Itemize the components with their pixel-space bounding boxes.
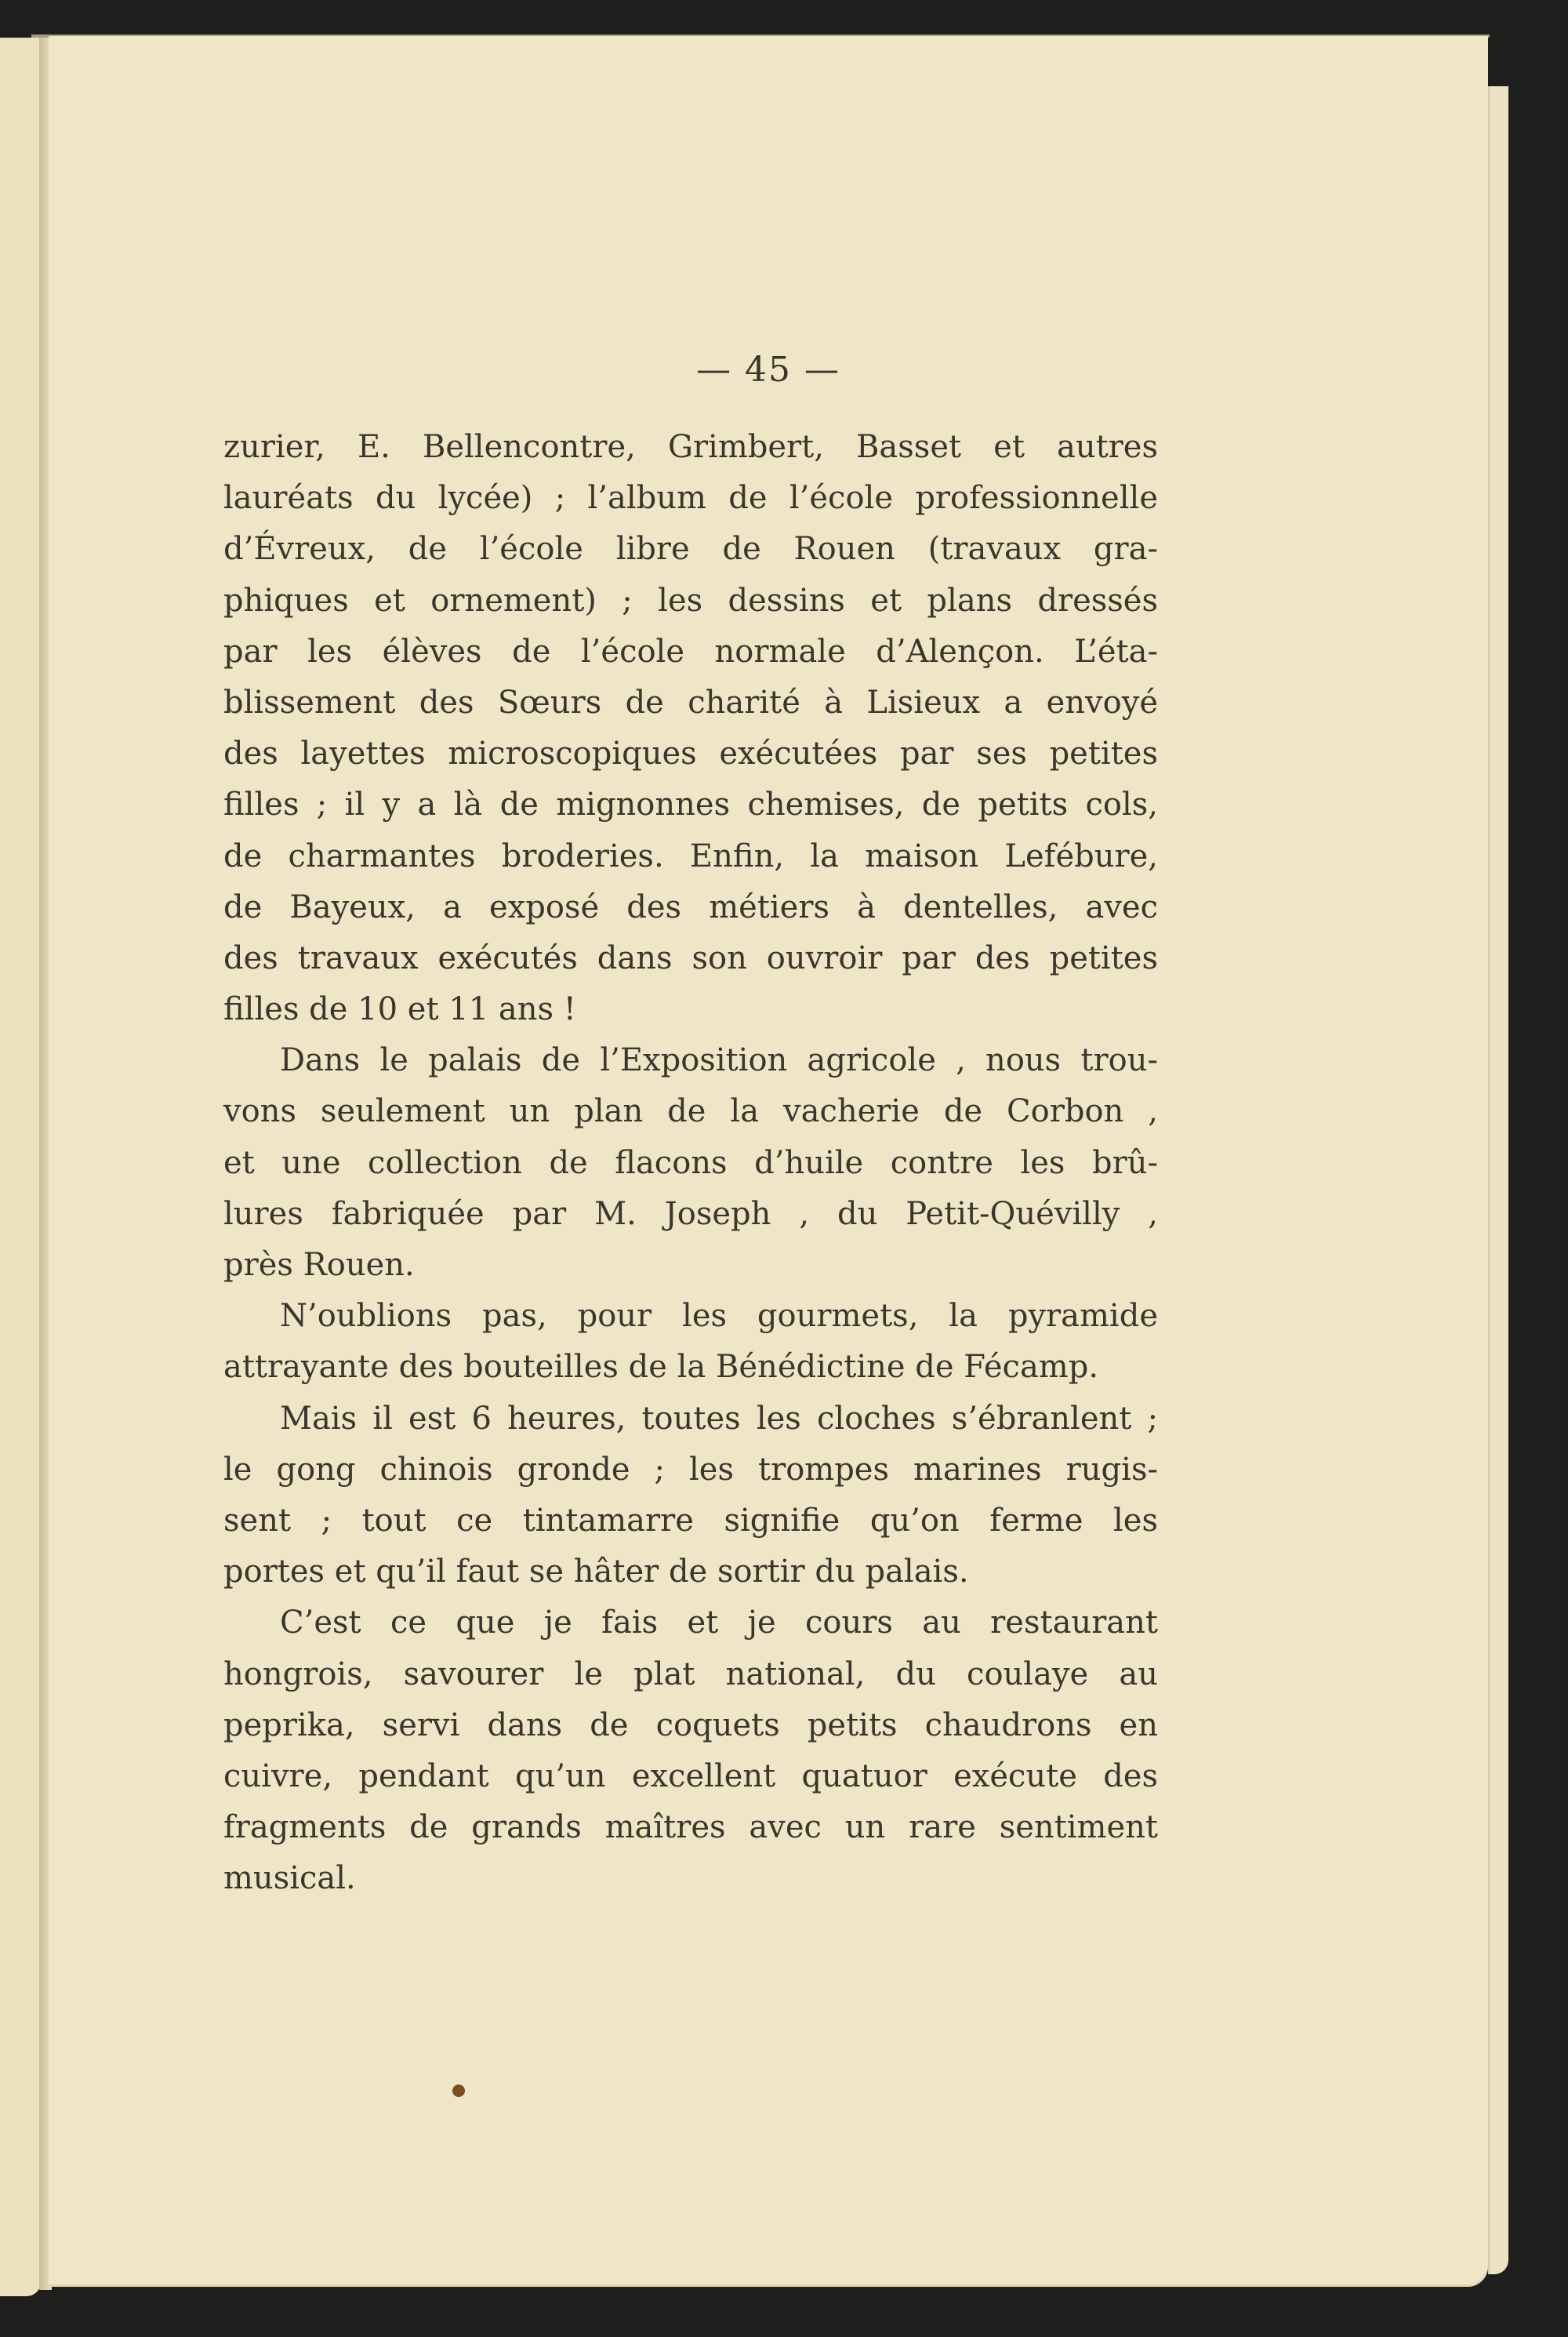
- book-page: [49, 36, 1488, 2287]
- text-line: le gong chinois gronde ; les trompes marines rugis-: [223, 1451, 1158, 1488]
- text-line: Mais il est 6 heures, toutes les cloches s’ébranlent ;: [280, 1400, 1158, 1437]
- text-line: musical.: [223, 1860, 356, 1897]
- page-number: — 45 —: [696, 350, 840, 390]
- text-line: N’oublions pas, pour les gourmets, la pyramide: [280, 1298, 1158, 1335]
- text-line: des travaux exécutés dans son ouvroir par des petites: [223, 940, 1158, 976]
- text-line: sent ; tout ce tintamarre signifie qu’on ferme les: [223, 1502, 1158, 1539]
- text-line: portes et qu’il faut se hâter de sortir du palais.: [223, 1554, 969, 1590]
- text-line: blissement des Sœurs de charité à Lisieux a envoyé: [223, 684, 1158, 721]
- ink-spot-mark: [452, 2084, 465, 2097]
- text-line: cuivre, pendant qu’un excellent quatuor exécute des: [223, 1757, 1158, 1794]
- text-line: Dans le palais de l’Exposition agricole , nous trou-: [280, 1042, 1158, 1079]
- text-line: lures fabriquée par M. Joseph , du Petit-Quévilly ,: [223, 1195, 1158, 1232]
- text-line: de Bayeux, a exposé des métiers à dentelles, avec: [223, 889, 1158, 925]
- text-line: peprika, servi dans de coquets petits chaudrons en: [223, 1706, 1158, 1743]
- text-line: et une collection de flacons d’huile contre les brû-: [223, 1144, 1158, 1181]
- text-line: d’Évreux, de l’école libre de Rouen (travaux gra-: [223, 531, 1158, 568]
- text-line: vons seulement un plan de la vacherie de Corbon ,: [223, 1093, 1158, 1130]
- page-fore-edge: [1488, 86, 1508, 2274]
- text-line: fragments de grands maîtres avec un rare sentiment: [223, 1809, 1158, 1846]
- text-line: phiques et ornement) ; les dessins et plans dressés: [223, 582, 1158, 619]
- paragraph: [223, 1035, 1158, 1291]
- paragraph: [223, 1394, 1158, 1598]
- paragraph: [223, 1291, 1158, 1393]
- text-line: près Rouen.: [223, 1247, 415, 1283]
- text-line: hongrois, savourer le plat national, du coulaye au: [223, 1656, 1158, 1692]
- text-line: attrayante des bouteilles de la Bénédictine de Fécamp.: [223, 1349, 1099, 1386]
- text-line: C’est ce que je fais et je cours au restaurant: [280, 1605, 1158, 1641]
- body-text: [223, 422, 1158, 1904]
- paragraph: [223, 1597, 1158, 1904]
- text-line: des layettes microscopiques exécutées par ses petites: [223, 736, 1158, 772]
- text-line: par les élèves de l’école normale d’Alençon. L’éta-: [223, 633, 1158, 670]
- text-line: filles de 10 et 11 ans !: [223, 991, 576, 1028]
- facing-page-edge: [0, 38, 41, 2296]
- text-line: lauréats du lycée) ; l’album de l’école professionnelle: [223, 480, 1158, 517]
- text-line: de charmantes broderies. Enfin, la maison Lefébure,: [223, 838, 1158, 874]
- text-line: zurier, E. Bellencontre, Grimbert, Basset et autres: [223, 429, 1158, 465]
- paragraph: [223, 422, 1158, 1035]
- text-line: filles ; il y a là de mignonnes chemises, de petits cols,: [223, 787, 1158, 823]
